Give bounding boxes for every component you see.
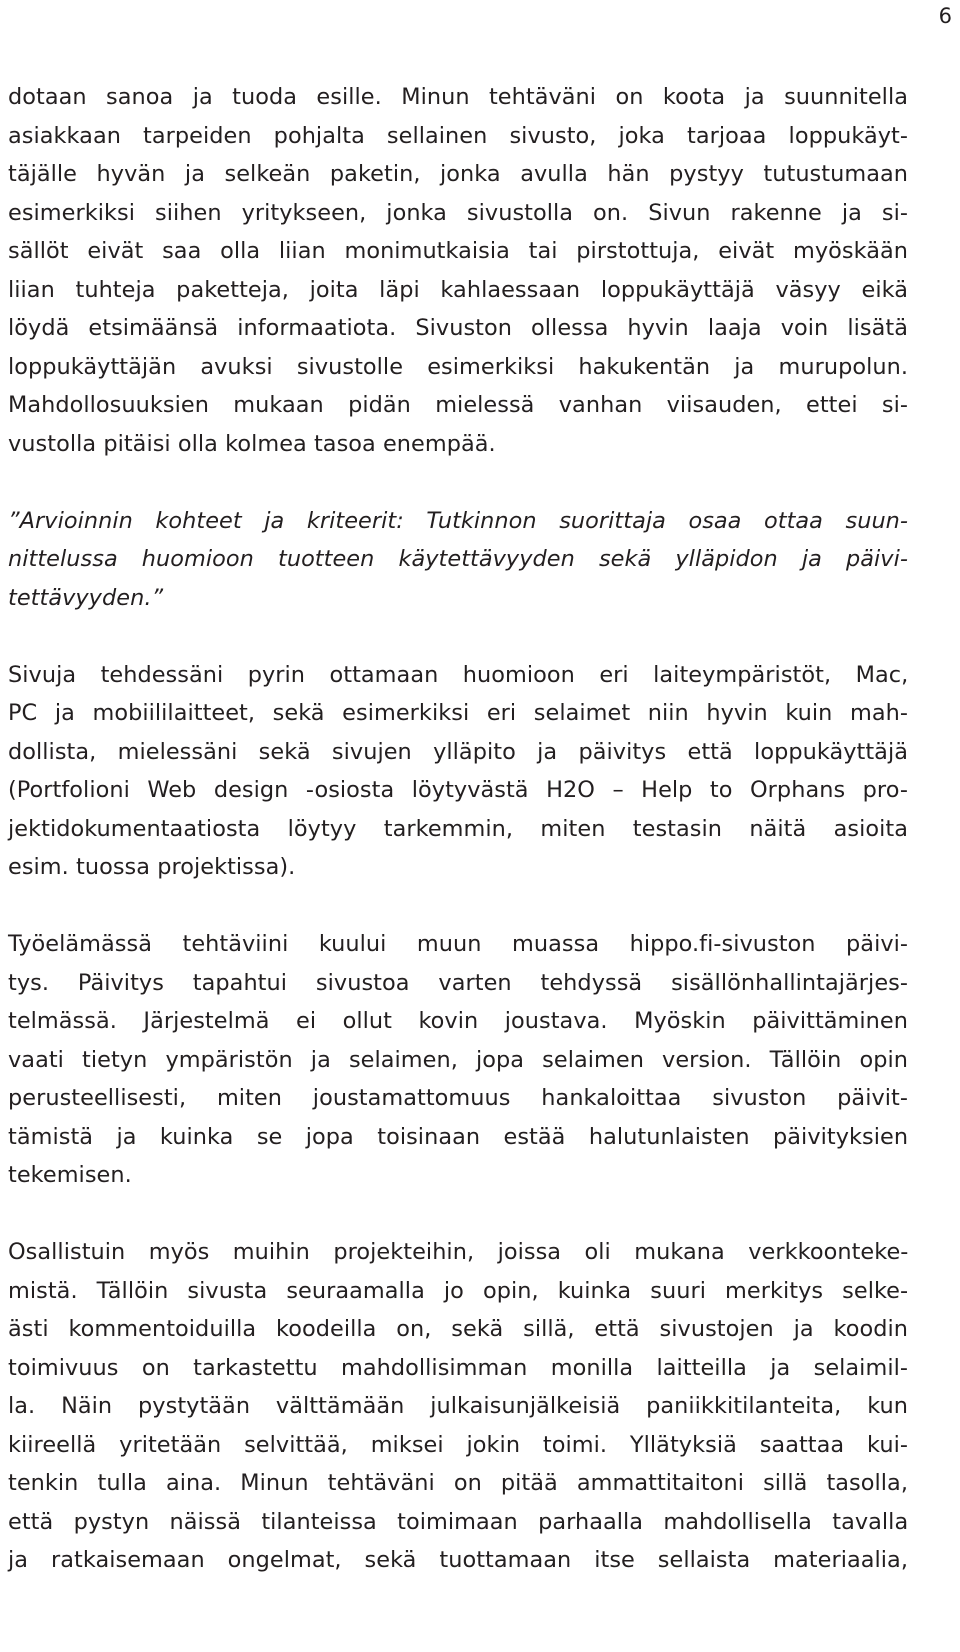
text-line: tys. Päivitys tapahtui sivustoa varten tehdyssä sisällönhallintajärjes- (8, 969, 908, 996)
text-line: mistä. Tällöin sivusta seuraamalla jo opin, kuinka suuri merkitys selke- (8, 1277, 909, 1304)
text-line: kiireellä yritetään selvittää, miksei jokin toimi. Yllätyksiä saattaa kui- (8, 1431, 908, 1458)
text-line: Mahdollosuuksien mukaan pidän mielessä vanhan viisauden, ettei si- (8, 392, 909, 418)
text-line: PC ja mobiililaitteet, sekä esimerkiksi eri selaimet niin hyvin kuin mah- (8, 700, 908, 726)
text-line: jektidokumentaatiosta löytyy tarkemmin, miten testasin näitä asioita (8, 815, 908, 842)
paragraph-1 (8, 78, 908, 463)
text-line: perusteellisesti, miten joustamattomuus hankaloittaa sivuston päivit- (8, 1085, 908, 1111)
text-line: nittelussa huomioon tuotteen käytettävyyden sekä ylläpidon ja päivi- (8, 546, 908, 572)
text-line: ästi kommentoiduilla koodeilla on, sekä sillä, että sivustojen ja koodin (8, 1316, 908, 1342)
text-line: loppukäyttäjän avuksi sivustolle esimerkiksi hakukentän ja murupolun. (8, 353, 909, 380)
text-line: dotaan sanoa ja tuoda esille. Minun tehtäväni on koota ja suunnitella (8, 84, 908, 110)
text-line: dollista, mielessäni sekä sivujen ylläpito ja päivitys että loppukäyttäjä (8, 738, 908, 765)
text-line: löydä etsimäänsä informaatiota. Sivuston ollessa hyvin laaja voin lisätä (8, 315, 908, 341)
text-line: esimerkiksi siihen yritykseen, jonka sivustolla on. Sivun rakenne ja si- (8, 199, 908, 226)
page-number: 6 (938, 4, 952, 28)
text-line: tämistä ja kuinka se jopa toisinaan estää halutunlaisten päivityksien (8, 1123, 909, 1150)
text-line: täjälle hyvän ja selkeän paketin, jonka avulla hän pystyy tutustumaan (8, 161, 908, 187)
text-line: ”Arvioinnin kohteet ja kriteerit: Tutkinnon suorittaja osaa ottaa suun- (8, 507, 909, 534)
text-line: Työelämässä tehtäviini kuului muun muassa hippo.fi-sivuston päivi- (8, 931, 909, 957)
text-line: Sivuja tehdessäni pyrin ottamaan huomioon eri laiteympäristöt, Mac, (8, 661, 909, 688)
text-line: (Portfolioni Web design -osiosta löytyvästä H2O – Help to Orphans pro- (8, 777, 908, 803)
text-line: tenkin tulla aina. Minun tehtäväni on pitää ammattitaitoni sillä tasolla, (8, 1470, 908, 1496)
text-line: että pystyn näissä tilanteissa toimimaan parhaalla mahdollisella tavalla (8, 1508, 909, 1535)
paragraph-4 (8, 925, 908, 1195)
text-line: ja ratkaisemaan ongelmat, sekä tuottamaan itse sellaista materiaalia, (8, 1547, 908, 1573)
text-line: liian tuhteja paketteja, joita läpi kahlaessaan loppukäyttäjä väsyy eikä (8, 276, 908, 303)
text-line: vaati tietyn ympäristön ja selaimen, jopa selaimen version. Tällöin opin (8, 1046, 908, 1073)
text-line: toimivuus on tarkastettu mahdollisimman monilla laitteilla ja selaimil- (8, 1354, 908, 1381)
text-line: Osallistuin myös muihin projekteihin, joissa oli mukana verkkoonteke- (8, 1239, 909, 1265)
paragraph-5 (8, 1233, 908, 1580)
text-line: la. Näin pystytään välttämään julkaisunjälkeisiä paniikkitilanteita, kun (8, 1393, 908, 1419)
document-body (8, 78, 908, 1580)
text-line: tettävyyden.” (8, 584, 164, 611)
text-line: asiakkaan tarpeiden pohjalta sellainen sivusto, joka tarjoaa loppukäyt- (8, 122, 908, 149)
text-line: esim. tuossa projektissa). (8, 854, 296, 880)
paragraph-3 (8, 656, 908, 887)
criteria-quote (8, 502, 908, 618)
text-line: vustolla pitäisi olla kolmea tasoa enempää. (8, 430, 496, 457)
text-line: tekemisen. (8, 1162, 132, 1188)
text-line: telmässä. Järjestelmä ei ollut kovin joustava. Myöskin päivittäminen (8, 1008, 908, 1034)
text-line: sällöt eivät saa olla liian monimutkaisia tai pirstottuja, eivät myöskään (8, 238, 908, 264)
